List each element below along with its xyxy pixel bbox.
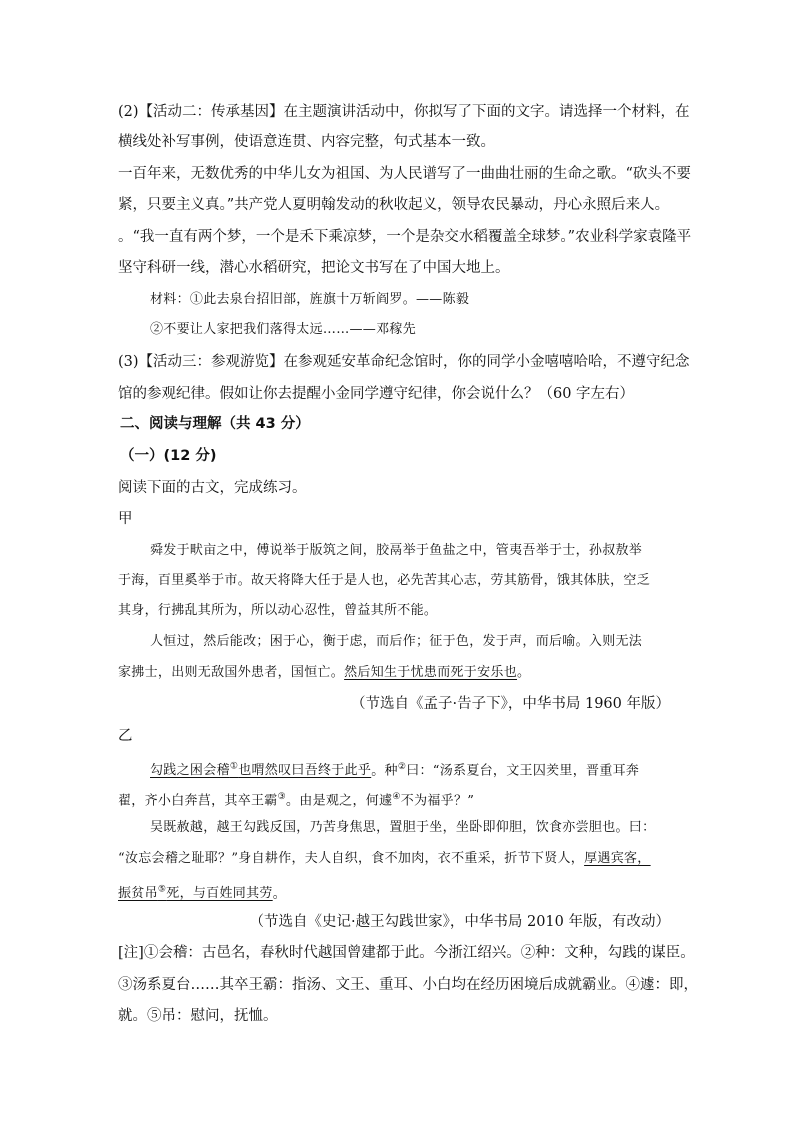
jia-line-5-text: 家拂士，出则无敌国外患者，国恒亡。 xyxy=(118,665,345,680)
notes-line-2: ③汤系夏台……其卒王霸：指汤、文王、重耳、小白均在经历困境后成就霸业。④遽：即， xyxy=(118,977,698,993)
activity3-line-2: 馆的参观纪律。假如让你去提醒小金同学遵守纪律，你会说什么？（60 字左右） xyxy=(118,386,635,402)
activity3-line-1: (3)【活动三：参观游览】在参观延安革命纪念馆时，你的同学小金嘻嘻哈哈，不遵守纪念 xyxy=(118,354,690,370)
reading-instruction: 阅读下面的古文，完成练习。 xyxy=(118,480,307,496)
yi-line-2-part-a: 翟，齐小白奔莒，其卒王霸 xyxy=(118,793,278,809)
subsection-heading: （一）(12 分) xyxy=(120,448,217,464)
yi-ul-part-4: 死，与百姓同其劳 xyxy=(166,886,273,902)
yi-ul-part-3: 振贫吊 xyxy=(118,886,158,902)
passage-jia-label: 甲 xyxy=(118,511,133,527)
jia-line-4: 人恒过，然后能改；困于心，衡于虑，而后作；征于色，发于声，而后喻。入则无法 xyxy=(150,634,643,649)
jia-line-2: 于海，百里奚举于市。故天将降大任于是人也，必先苦其心志，劳其筋骨，饿其体肤，空乏 xyxy=(118,573,651,588)
jia-source: （节选自《孟子·告子下》，中华书局 1960 年版） xyxy=(351,696,670,712)
yi-line-2-part-b: 。由是观之，何遽 xyxy=(285,793,393,809)
note-marker-2: ② xyxy=(397,762,407,772)
note-marker-3: ③ xyxy=(277,792,286,802)
activity2-line-4: 紧，只要主义真。”共产党人夏明翰发动的秋收起义，领导农民暴动，丹心永照后来人。 xyxy=(118,197,670,213)
yi-underlined-phrase-2 xyxy=(118,886,273,901)
yi-line-2-part-c: 不为福乎？” xyxy=(400,793,475,809)
material-2: ②不要让人家把我们落得太远……——邓稼先 xyxy=(150,322,416,337)
jia-line-3: 其身，行拂乱其所为，所以动心忍性，曾益其所不能。 xyxy=(118,603,438,618)
notes-line-3: 就。⑤吊：慰问，抚恤。 xyxy=(118,1008,278,1024)
activity2-line-6: 坚守科研一线，潜心水稻研究，把论文书写在了中国大地上。 xyxy=(118,260,510,276)
yi-line-4 xyxy=(118,849,651,869)
yi-line-1 xyxy=(150,757,639,781)
note-marker-1: ① xyxy=(229,762,239,772)
yi-source: （节选自《史记·越王勾践世家》，中华书局 2010 年版，有改动） xyxy=(249,914,670,930)
yi-line-2 xyxy=(118,787,474,811)
yi-line-5-end: 。 xyxy=(272,886,286,902)
passage-yi-label: 乙 xyxy=(118,728,133,744)
yi-line-3: 吴既赦越，越王勾践反国，乃苦身焦思，置胆于坐，坐卧即仰胆，饮食亦尝胆也。曰： xyxy=(150,820,656,835)
yi-line-1-rest: 。种 xyxy=(371,763,398,779)
yi-line-4-text: “汝忘会稽之耻耶？”身自耕作，夫人自织，食不加肉，衣不重采，折节下贤人， xyxy=(118,851,585,866)
jia-line-1: 舜发于畎亩之中，傅说举于版筑之间，胶鬲举于鱼盐之中，管夷吾举于士，孙叔敖举 xyxy=(150,543,643,558)
yi-line-5 xyxy=(118,880,286,904)
activity2-line-5: 。“我一直有两个梦，一个是禾下乘凉梦，一个是杂交水稻覆盖全球梦。”农业科学家袁隆平 xyxy=(118,229,692,245)
jia-line-5 xyxy=(118,663,530,683)
yi-underlined-phrase-1: 厚遇宾客， xyxy=(584,851,651,866)
activity2-line-1: (2)【活动二：传承基因】在主题演讲活动中，你拟写了下面的文字。请选择一个材料，在 xyxy=(118,104,690,120)
section-heading: 二、阅读与理解（共 43 分） xyxy=(120,416,310,432)
yi-ul-part-2: 也喟然叹曰吾终于此乎 xyxy=(238,763,372,779)
activity2-line-3: 一百年来，无数优秀的中华儿女为祖国、为人民谱写了一曲曲壮丽的生命之歌。“砍头不要 xyxy=(118,166,691,182)
material-1: 材料：①此去泉台招旧部，旌旗十万斩阎罗。——陈毅 xyxy=(150,292,470,307)
note-marker-5: ⑤ xyxy=(157,885,167,895)
notes-line-1: [注]①会稽：古邑名，春秋时代越国曾建都于此。今浙江绍兴。②种：文种，勾践的谋臣。 xyxy=(118,945,695,961)
yi-line-1-quote: 曰：“汤系夏台，文王囚羑里，晋重耳奔 xyxy=(406,763,640,779)
note-marker-4: ④ xyxy=(392,792,401,802)
jia-underlined-sentence: 然后知生于忧患而死于安乐也 xyxy=(344,665,518,680)
activity2-line-2: 横线处补写事例，使语意连贯、内容完整，句式基本一致。 xyxy=(118,134,495,150)
yi-ul-part-1: 勾践之困会稽 xyxy=(150,763,230,779)
yi-underlined-sentence xyxy=(150,763,371,778)
jia-line-5-end: 。 xyxy=(517,665,531,680)
